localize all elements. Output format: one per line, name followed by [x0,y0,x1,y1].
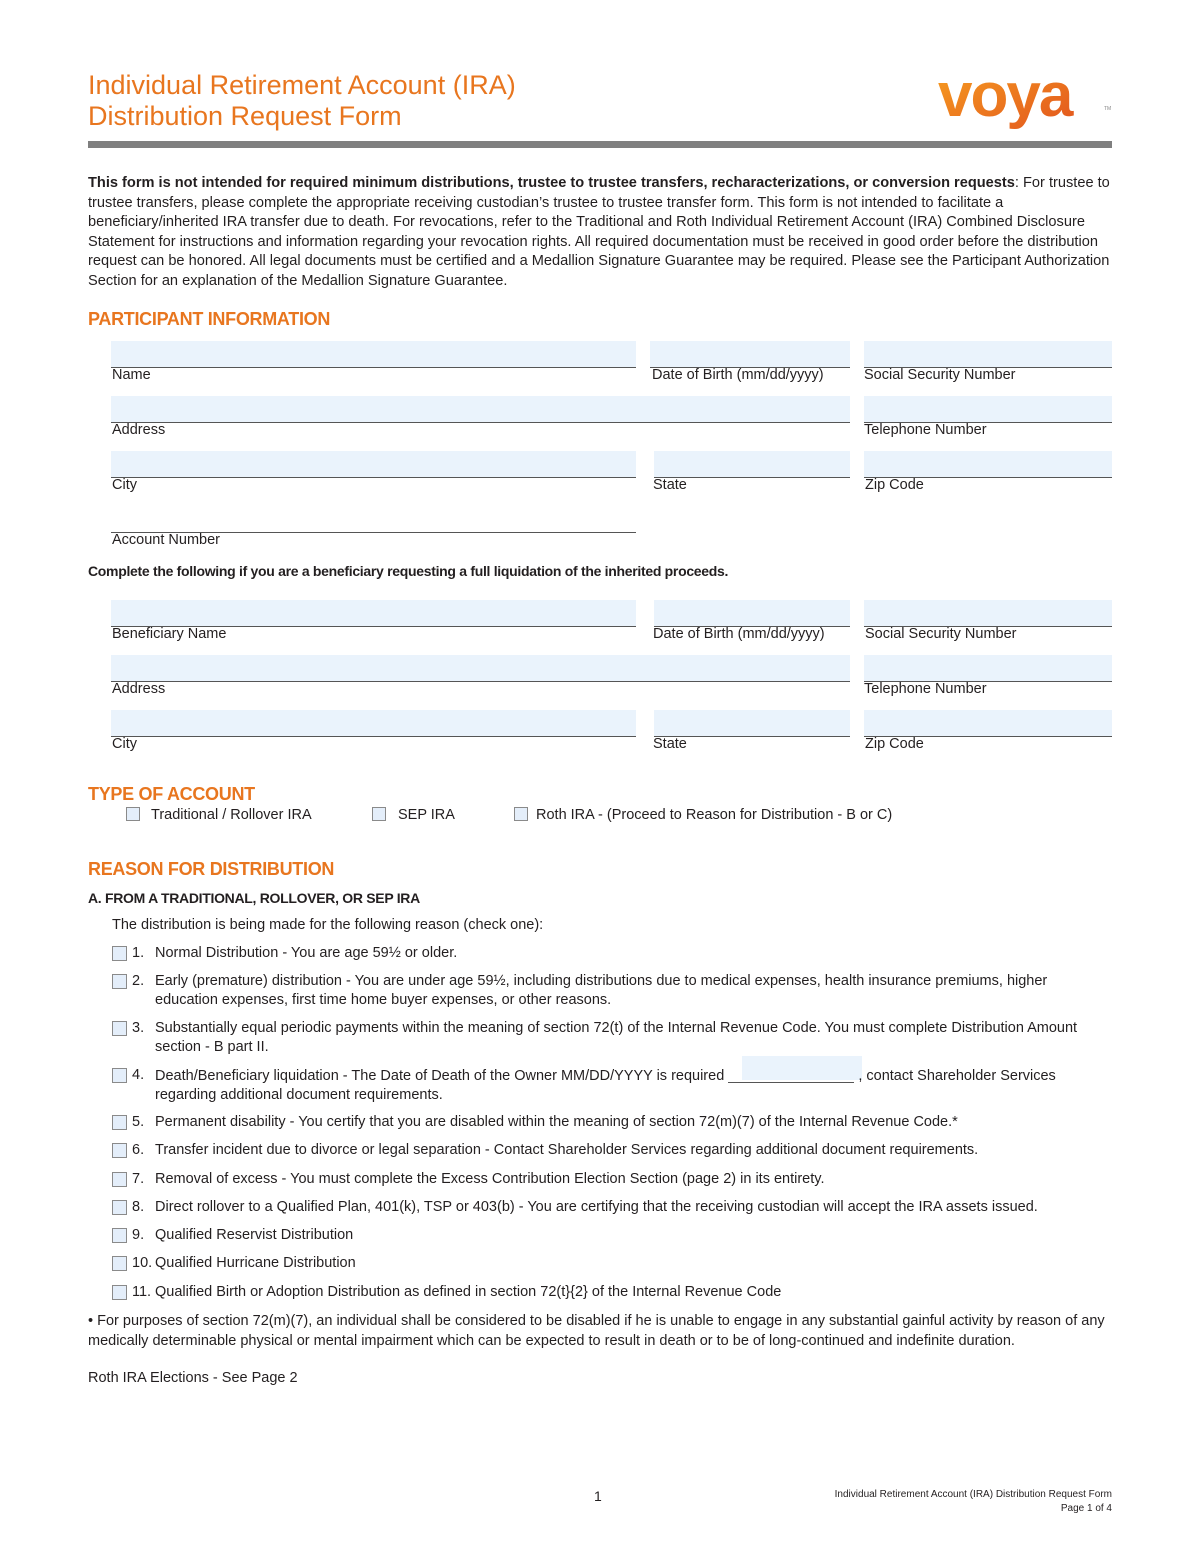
beneficiary-city-field[interactable] [111,710,636,737]
reason-4-number: 4. [132,1067,145,1083]
reason-4-text [155,1066,1113,1105]
ssn-field[interactable] [864,341,1112,368]
reason-11-number: 11. [132,1284,152,1300]
intro-text: : For trustee to trustee transfers, please complete the appropriate receiving custodian’s trustee to trustee transfer form. This form is not intended to facilitate a beneficiary/inherited IRA transfer due to death. For revocations, refer to the Traditional and Roth Individual Retirement Account (IRA) Combined Disclosure Statement for instructions and information regarding your revocation rights. All required documentation must be received in good order before the distribution request can be honored. All legal documents must be certified and a Medallion Signature Guarantee may be required. Please see the Participant Authorization Section for an explanation of the Medallion Signature Guarantee. [88,175,1110,289]
beneficiary-zip-field[interactable] [864,710,1112,737]
zip-label: Zip Code [865,477,924,493]
reason-8-number: 8. [132,1199,145,1215]
beneficiary-ssn-field[interactable] [864,600,1112,627]
roth-ira-label: Roth IRA - (Proceed to Reason for Distribution - B or C) [536,807,893,823]
reason-5-number: 5. [132,1114,145,1130]
beneficiary-phone-label: Telephone Number [864,681,987,697]
city-label: City [112,477,137,493]
beneficiary-phone-field[interactable] [864,655,1112,682]
footer-page-of: Page 1 of 4 [1060,1503,1112,1514]
roth-elections-note: Roth IRA Elections - See Page 2 [88,1370,298,1386]
title-line-1: Individual Retirement Account (IRA) [88,70,516,100]
account-type-heading: TYPE OF ACCOUNT [88,784,255,804]
reason-4-checkbox[interactable] [112,1068,127,1083]
name-label: Name [112,367,151,383]
reason-9-checkbox[interactable] [112,1228,127,1243]
dob-field[interactable] [650,341,850,368]
voya-logo [938,64,1114,136]
intro-bold: This form is not intended for required minimum distributions, trustee to trustee transfers, recharacterizations, or conversion requests [88,175,1015,191]
reason-2-text: Early (premature) distribution - You are under age 59½, including distributions due to medical expenses, health insurance premiums, higher education expenses, first time home buyer expenses, or other reasons. [155,973,1048,1008]
reason-9-number: 9. [132,1227,145,1243]
account-number-field[interactable] [111,506,636,533]
beneficiary-zip-label: Zip Code [865,736,924,752]
phone-field[interactable] [864,396,1112,423]
beneficiary-name-field[interactable] [111,600,636,627]
reason-1-checkbox[interactable] [112,946,127,961]
reason-1-text: Normal Distribution - You are age 59½ or older. [155,945,458,961]
date-of-death-field[interactable] [728,1066,854,1083]
beneficiary-name-label: Beneficiary Name [112,626,227,642]
reason-9-text: Qualified Reservist Distribution [155,1227,354,1243]
beneficiary-city-label: City [112,736,137,752]
beneficiary-dob-field[interactable] [654,600,850,627]
reason-6-number: 6. [132,1142,145,1158]
name-field[interactable] [111,341,636,368]
reason-subheading-a: A. FROM A TRADITIONAL, ROLLOVER, OR SEP IRA [88,890,420,906]
header-divider [88,141,1112,148]
logo-tm: TM [1104,106,1112,112]
address-field[interactable] [111,396,850,423]
address-label: Address [112,422,166,438]
reason-1-number: 1. [132,945,145,961]
reason-7-checkbox[interactable] [112,1172,127,1187]
logo-text: voya [938,64,1072,130]
reason-10-text: Qualified Hurricane Distribution [155,1255,356,1271]
reason-2-number: 2. [132,973,145,989]
reason-heading: REASON FOR DISTRIBUTION [88,859,335,879]
page-number: 1 [594,1488,602,1504]
reason-4-text-a: Death/Beneficiary liquidation - The Date of Death of the Owner MM/DD/YYYY is required [155,1068,725,1084]
title-line-2: Distribution Request Form [88,101,402,131]
beneficiary-dob-label: Date of Birth (mm/dd/yyyy) [653,626,825,642]
reason-4-text-b: , contact Shareholder Services regarding additional document requirements. [155,1068,1056,1103]
dob-label: Date of Birth (mm/dd/yyyy) [652,367,824,383]
reason-6-checkbox[interactable] [112,1143,127,1158]
roth-ira-checkbox[interactable] [514,807,528,821]
beneficiary-ssn-label: Social Security Number [865,626,1017,642]
reason-10-number: 10. [132,1255,153,1271]
reason-2-checkbox[interactable] [112,974,127,989]
sep-ira-label: SEP IRA [398,807,455,823]
state-field[interactable] [654,451,850,478]
form-title [88,70,516,132]
city-field[interactable] [111,451,636,478]
reason-8-checkbox[interactable] [112,1200,127,1215]
beneficiary-address-field[interactable] [111,655,850,682]
reason-7-number: 7. [132,1171,145,1187]
reason-11-checkbox[interactable] [112,1285,127,1300]
intro-paragraph [88,174,1112,291]
footer-form-name: Individual Retirement Account (IRA) Distribution Request Form [834,1489,1112,1500]
traditional-rollover-label: Traditional / Rollover IRA [151,807,312,823]
beneficiary-address-label: Address [112,681,166,697]
disability-footnote: • For purposes of section 72(m)(7), an individual shall be considered to be disabled if he is unable to engage in any substantial gainful activity by reason of any medically determinable physical or mental impairment which can be expected to result in death or to be of long-continued and indefinite duration. [88,1313,1105,1349]
reason-10-checkbox[interactable] [112,1256,127,1271]
reason-5-checkbox[interactable] [112,1115,127,1130]
reason-6-text: Transfer incident due to divorce or legal separation - Contact Shareholder Services regarding additional document requirements. [155,1142,979,1158]
zip-field[interactable] [864,451,1112,478]
reason-7-text: Removal of excess - You must complete the Excess Contribution Election Section (page 2) in its entirety. [155,1171,825,1187]
phone-label: Telephone Number [864,422,987,438]
traditional-rollover-checkbox[interactable] [126,807,140,821]
beneficiary-instruction: Complete the following if you are a beneficiary requesting a full liquidation of the inherited proceeds. [88,563,729,579]
participant-heading: PARTICIPANT INFORMATION [88,309,331,329]
reason-3-checkbox[interactable] [112,1021,127,1036]
account-number-label: Account Number [112,532,220,548]
ssn-label: Social Security Number [864,367,1016,383]
sep-ira-checkbox[interactable] [372,807,386,821]
reason-11-text: Qualified Birth or Adoption Distribution as defined in section 72(t}{2} of the Internal Revenue Code [155,1284,782,1300]
beneficiary-state-label: State [653,736,687,752]
reason-5-text: Permanent disability - You certify that you are disabled within the meaning of section 72(m)(7) of the Internal Revenue Code.* [155,1114,958,1130]
beneficiary-state-field[interactable] [654,710,850,737]
reason-3-text: Substantially equal periodic payments within the meaning of section 72(t) of the Internal Revenue Code. You must complete Distribution Amount section - B part II. [155,1020,1078,1055]
reason-8-text: Direct rollover to a Qualified Plan, 401(k), TSP or 403(b) - You are certifying that the receiving custodian will accept the IRA assets issued. [155,1199,1038,1215]
reason-3-number: 3. [132,1020,145,1036]
reason-prompt: The distribution is being made for the following reason (check one): [112,917,544,933]
footer-info [835,1488,1112,1516]
state-label: State [653,477,687,493]
